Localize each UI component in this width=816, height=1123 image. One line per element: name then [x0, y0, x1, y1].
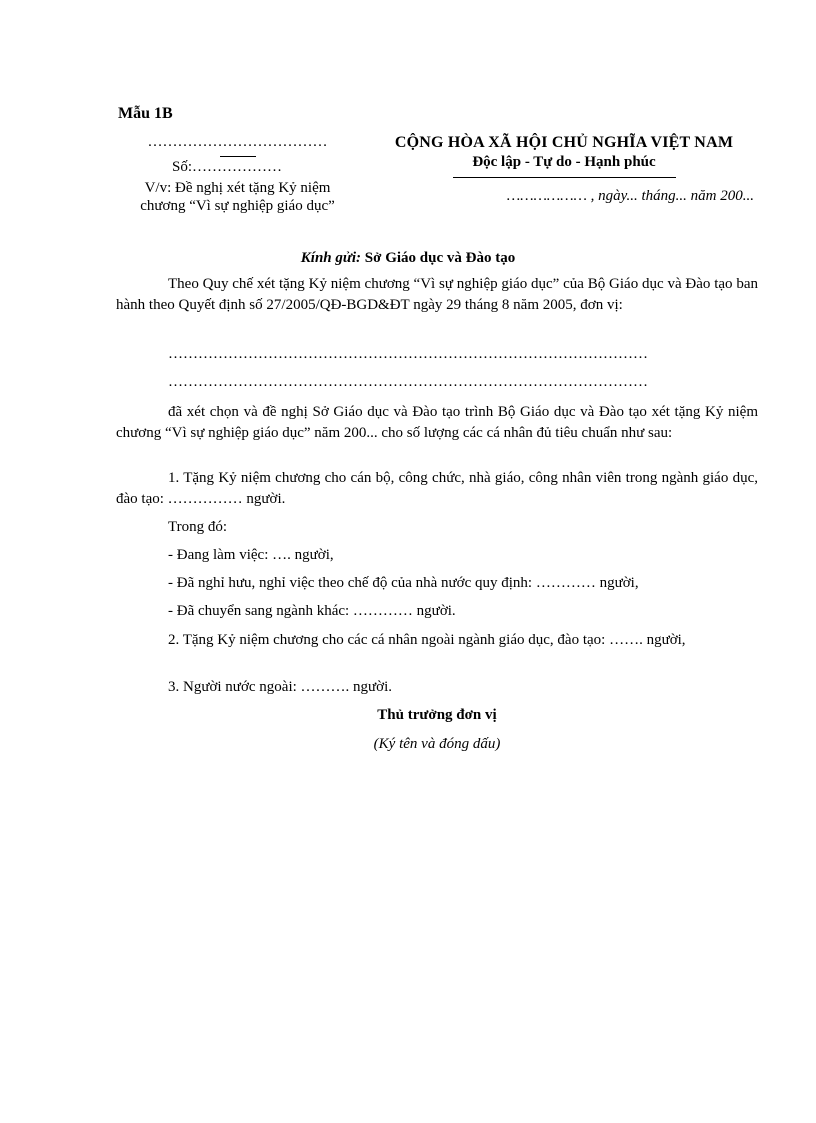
- place-date-line: ……………… , ngày... tháng... năm 200...: [506, 188, 754, 204]
- subject-line: [110, 179, 365, 215]
- subject-line-1: V/v: Đề nghị xét tặng Kỷ niệm: [144, 180, 331, 196]
- form-code: Mẫu 1B: [118, 105, 173, 122]
- sub-item-working: - Đang làm việc: …. người,: [168, 547, 334, 563]
- sub-item-retired: - Đã nghỉ hưu, nghỉ việc theo chế độ của nhà nước quy định: ………… người,: [168, 575, 639, 591]
- national-motto: Độc lập - Tự do - Hạnh phúc: [472, 154, 656, 170]
- motto-underline: [453, 177, 676, 178]
- sub-item-transferred: - Đã chuyển sang ngành khác: ………… người.: [168, 603, 456, 619]
- unit-name-placeholder: ………………………………: [147, 134, 328, 150]
- document-number: Số:………………: [172, 159, 283, 175]
- subject-line-2: chương “Vì sự nghiệp giáo dục”: [140, 198, 335, 214]
- nation-title: CỘNG HÒA XÃ HỘI CHỦ NGHĨA VIỆT NAM: [394, 134, 734, 151]
- addressee-label: Kính gửi:: [300, 250, 362, 266]
- signature-title: Thủ trưởng đơn vị: [377, 707, 497, 723]
- trong-do-label: Trong đó:: [168, 519, 228, 535]
- national-header-block: [372, 134, 756, 205]
- item-2-paragraph: 2. Tặng Kỷ niệm chương cho các cá nhân ngoài ngành giáo dục, đào tạo: ……. người,: [168, 632, 686, 648]
- addressee-name: Sở Giáo dục và Đào tạo: [364, 250, 516, 266]
- signature-note: (Ký tên và đóng dấu): [373, 736, 501, 752]
- unit-underline: [220, 156, 256, 157]
- item-3-paragraph: 3. Người nước ngoài: ………. người.: [168, 679, 393, 695]
- item-1-paragraph: 1. Tặng Kỷ niệm chương cho cán bộ, công chức, nhà giáo, công nhân viên trong ngành giáo dục, đào tạo: …………… người.: [116, 470, 758, 507]
- proposal-paragraph: đã xét chọn và đề nghị Sở Giáo dục và Đào tạo trình Bộ Giáo dục và Đào tạo xét tặng Kỷ niệm chương “Vì sự nghiệp giáo dục” năm 200... cho số lượng các cá nhân đủ tiêu chuẩn như sau:: [116, 404, 758, 441]
- intro-paragraph: Theo Quy chế xét tặng Kỷ niệm chương “Vì sự nghiệp giáo dục” của Bộ Giáo dục và Đào tạo ban hành theo Quyết định số 27/2005/QĐ-BGD&ĐT ngày 29 tháng 8 năm 2005, đơn vị:: [116, 276, 758, 313]
- unit-dots-line-1: ……………………………………………………………………………………: [168, 346, 648, 362]
- issuing-unit-block: [110, 134, 365, 215]
- addressee-line: [0, 250, 816, 267]
- unit-dots-line-2: ……………………………………………………………………………………: [168, 374, 648, 390]
